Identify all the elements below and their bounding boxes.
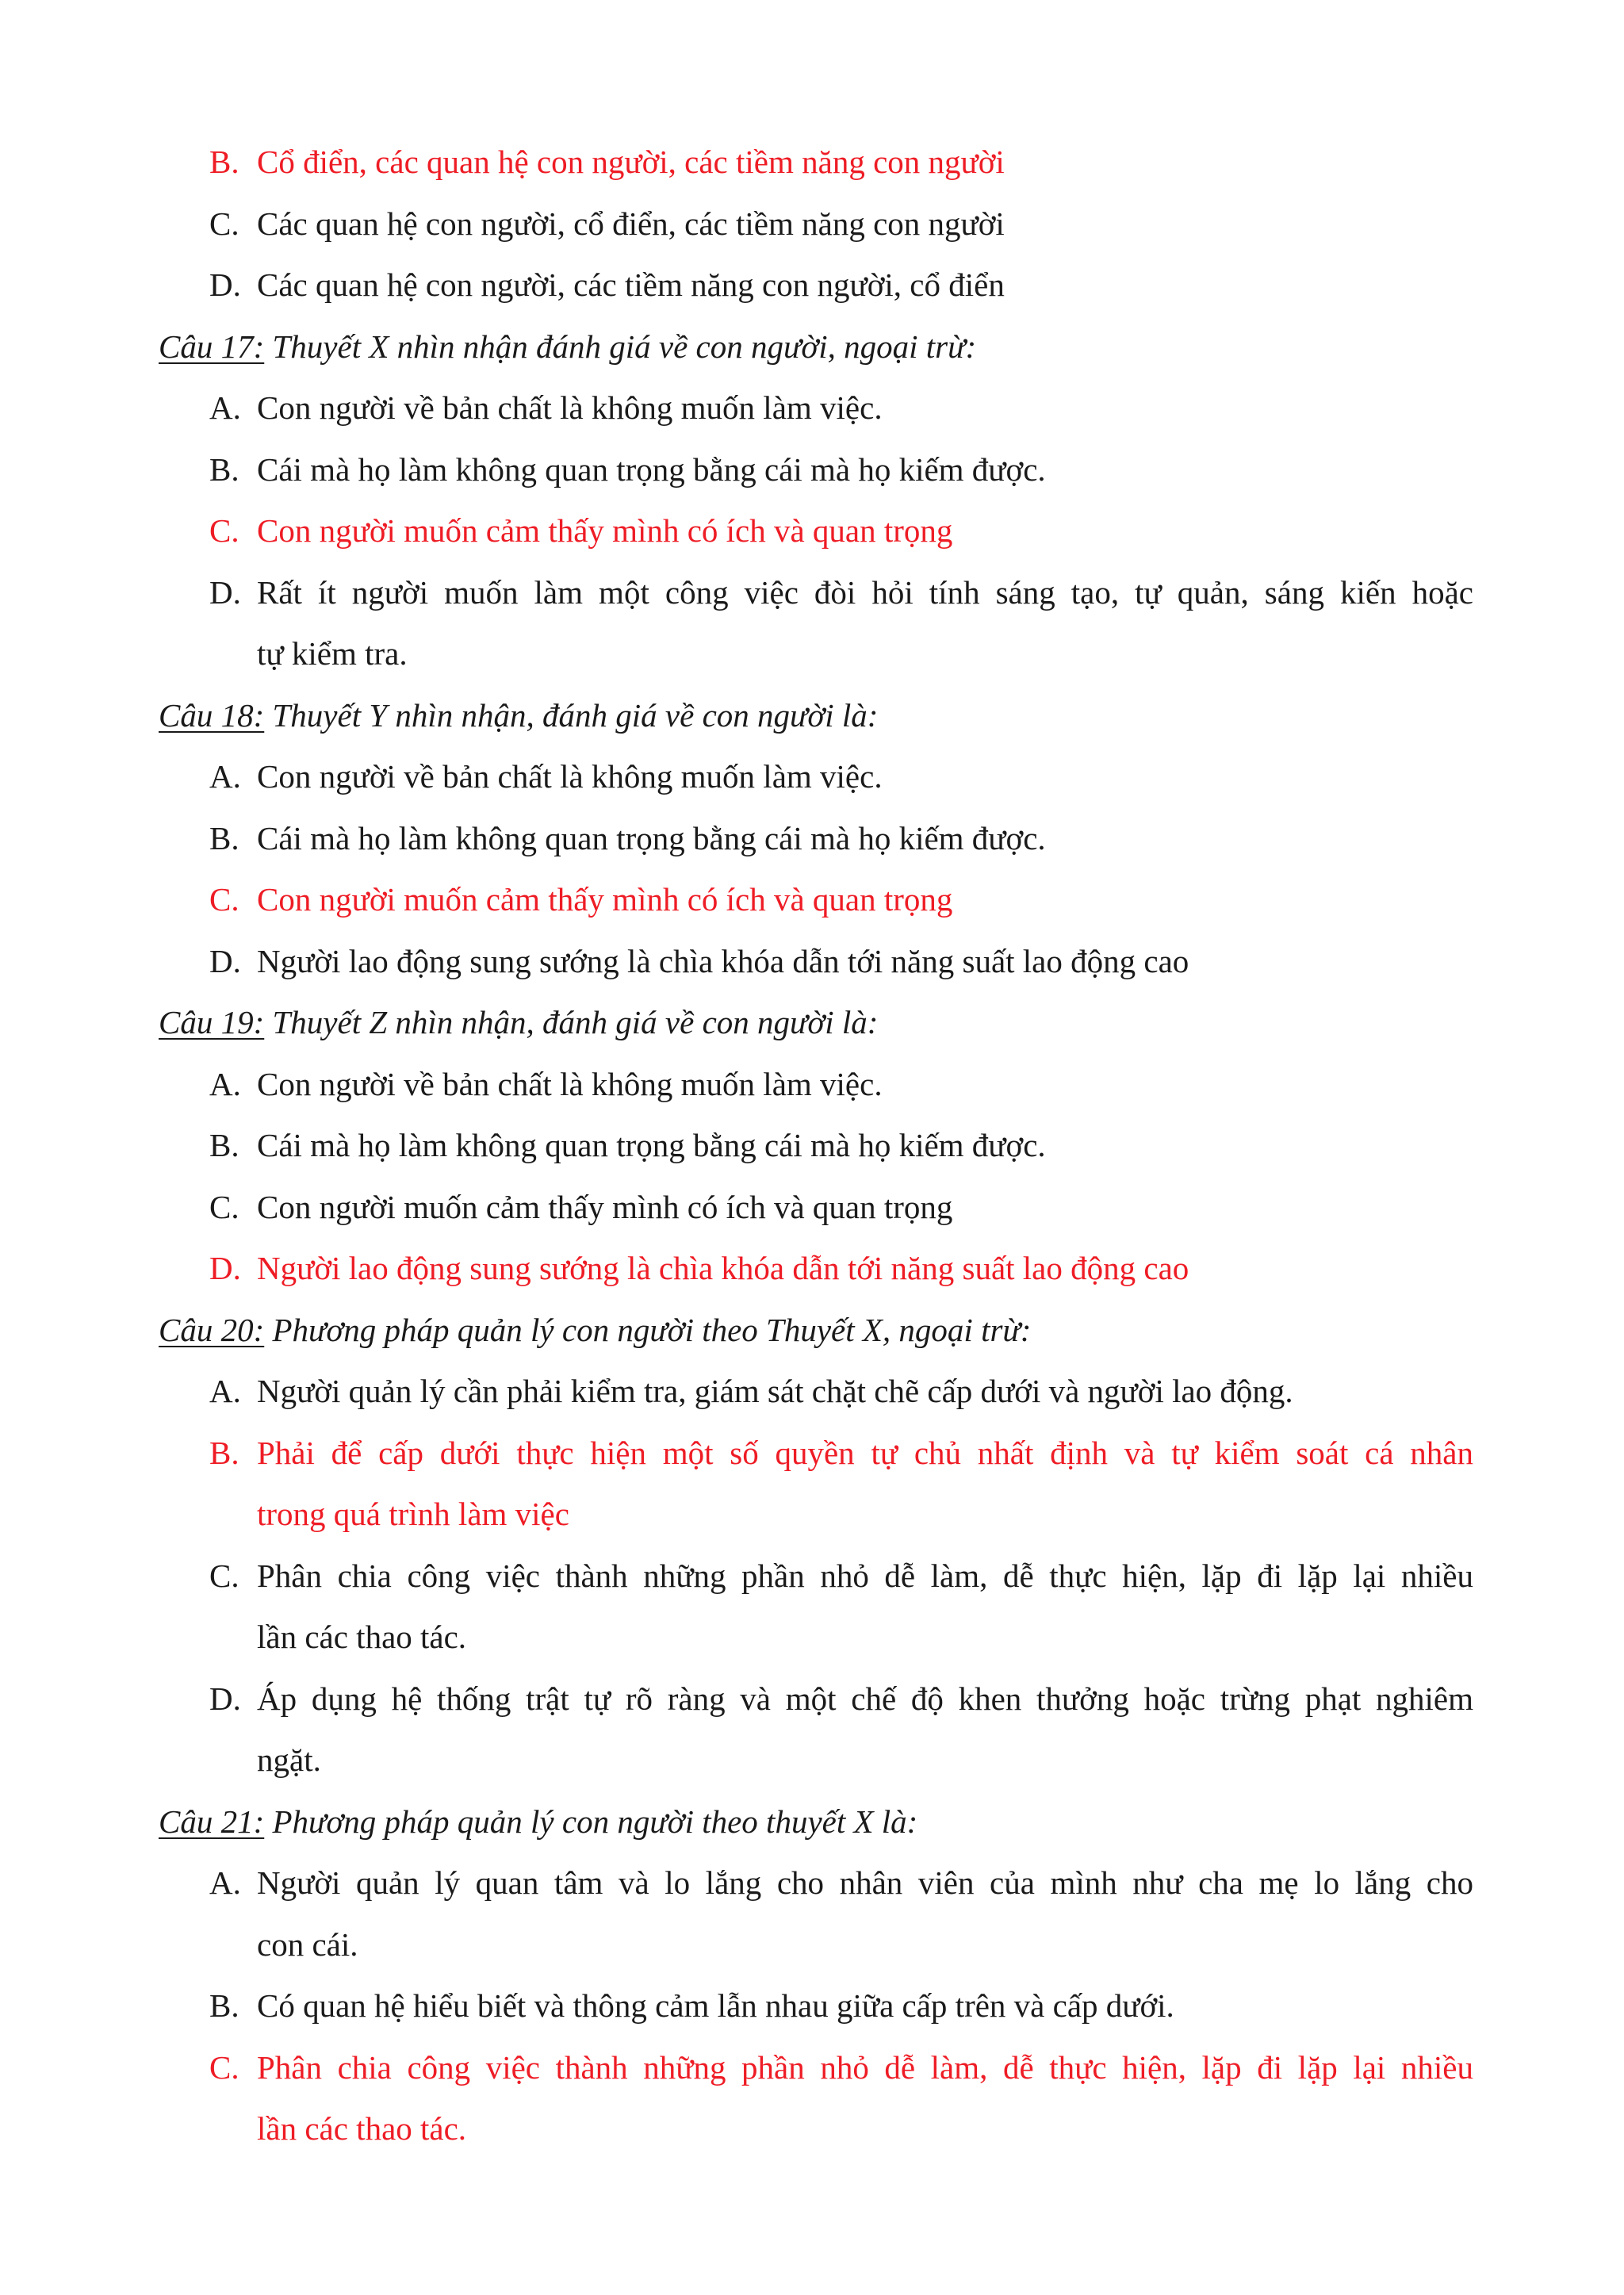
option-letter: B. <box>209 450 239 488</box>
option-text: Người quản lý quan tâm và lo lắng cho nhân viên của mình như cha mẹ lo lắng cho <box>257 1864 1473 1901</box>
answer-option-correct <box>159 1423 1473 1485</box>
option-letter: A. <box>209 389 241 426</box>
option-text: Phân chia công việc thành những phần nhỏ dễ làm, dễ thực hiện, lặp đi lặp lại nhiều <box>257 2048 1473 2086</box>
answer-option <box>159 1852 1473 1914</box>
option-letter: D. <box>209 942 241 979</box>
option-text: Con người muốn cảm thấy mình có ích và quan trọng <box>257 512 953 549</box>
option-text: Cái mà họ làm không quan trọng bằng cái mà họ kiếm được. <box>257 819 1046 856</box>
option-letter: A. <box>209 1373 241 1409</box>
option-text: Cổ điển, các quan hệ con người, các tiềm năng con người <box>257 144 1005 180</box>
question-number: Câu 18: <box>159 696 265 734</box>
question-text: Thuyết X nhìn nhận đánh giá về con người, ngoại trừ: <box>264 328 977 365</box>
option-text: Phân chia công việc thành những phần nhỏ dễ làm, dễ thực hiện, lặp đi lặp lại nhiều <box>257 1557 1473 1594</box>
option-text: Phải để cấp dưới thực hiện một số quyền tự chủ nhất định và tự kiểm soát cá nhân <box>257 1434 1473 1471</box>
answer-option <box>159 808 1473 870</box>
option-text: Các quan hệ con người, các tiềm năng con người, cổ điển <box>257 266 1005 303</box>
option-continuation: trong quá trình làm việc <box>257 1496 569 1532</box>
option-text: Áp dụng hệ thống trật tự rõ ràng và một chế độ khen thưởng hoặc trừng phạt nghiêm <box>257 1680 1473 1717</box>
question-heading <box>159 316 1473 378</box>
option-letter: B. <box>209 144 239 180</box>
option-letter: C. <box>209 205 239 242</box>
option-text: Các quan hệ con người, cổ điển, các tiềm năng con người <box>257 205 1005 242</box>
answer-option <box>159 255 1473 316</box>
document-page <box>159 132 1473 2160</box>
question-text: Phương pháp quản lý con người theo thuyết X là: <box>264 1803 918 1840</box>
option-continuation: con cái. <box>257 1925 358 1963</box>
question-text: Thuyết Z nhìn nhận, đánh giá về con người là: <box>264 1004 879 1040</box>
option-letter: A. <box>209 758 241 795</box>
option-text: Cái mà họ làm không quan trọng bằng cái mà họ kiếm được. <box>257 1127 1046 1163</box>
option-text: Con người về bản chất là không muốn làm việc. <box>257 758 883 795</box>
option-text: Có quan hệ hiểu biết và thông cảm lẫn nhau giữa cấp trên và cấp dưới. <box>257 1987 1174 2024</box>
option-text: Người lao động sung sướng là chìa khóa dẫn tới năng suất lao động cao <box>257 942 1189 979</box>
question-number: Câu 17: <box>159 328 265 365</box>
answer-option <box>159 377 1473 439</box>
question-heading <box>159 992 1473 1054</box>
option-letter: C. <box>209 2048 239 2086</box>
option-continuation: lần các thao tác. <box>257 2110 467 2147</box>
question-number: Câu 21: <box>159 1803 265 1840</box>
option-letter: A. <box>209 1065 241 1102</box>
answer-option <box>159 1669 1473 1730</box>
option-text: Con người về bản chất là không muốn làm việc. <box>257 1065 883 1102</box>
answer-option <box>159 1546 1473 1607</box>
option-text: Người lao động sung sướng là chìa khóa dẫn tới năng suất lao động cao <box>257 1250 1189 1286</box>
question-heading <box>159 685 1473 747</box>
question-heading <box>159 1300 1473 1362</box>
answer-option <box>159 193 1473 255</box>
option-letter: C. <box>209 512 239 549</box>
option-text: Con người về bản chất là không muốn làm việc. <box>257 389 883 426</box>
option-letter: C. <box>209 881 239 918</box>
answer-option-correct <box>159 869 1473 931</box>
answer-option <box>159 1361 1473 1423</box>
answer-option <box>159 1115 1473 1177</box>
option-letter: B. <box>209 819 239 856</box>
answer-option <box>159 746 1473 808</box>
question-number: Câu 20: <box>159 1311 265 1348</box>
option-letter: B. <box>209 1127 239 1163</box>
option-text: Rất ít người muốn làm một công việc đòi hỏi tính sáng tạo, tự quản, sáng kiến hoặc <box>257 573 1473 611</box>
answer-option <box>159 439 1473 501</box>
answer-option <box>159 1177 1473 1239</box>
option-continuation: lần các thao tác. <box>257 1619 467 1655</box>
option-continuation: tự kiểm tra. <box>257 635 408 672</box>
option-letter: C. <box>209 1557 239 1594</box>
answer-option-correct <box>159 500 1473 562</box>
answer-option-correct <box>159 132 1473 193</box>
answer-option <box>159 1975 1473 2037</box>
answer-option-correct <box>159 2037 1473 2099</box>
option-letter: A. <box>209 1864 241 1901</box>
option-letter: C. <box>209 1188 239 1225</box>
option-letter: D. <box>209 1680 241 1717</box>
option-text: Con người muốn cảm thấy mình có ích và quan trọng <box>257 881 953 918</box>
option-letter: B. <box>209 1434 239 1471</box>
answer-option <box>159 1054 1473 1116</box>
answer-option <box>159 562 1473 624</box>
question-text: Phương pháp quản lý con người theo Thuyết X, ngoại trừ: <box>264 1311 1032 1348</box>
option-continuation: ngặt. <box>257 1741 321 1778</box>
option-text: Người quản lý cần phải kiểm tra, giám sát chặt chẽ cấp dưới và người lao động. <box>257 1373 1293 1409</box>
answer-option <box>159 931 1473 993</box>
option-letter: B. <box>209 1987 239 2024</box>
option-text: Cái mà họ làm không quan trọng bằng cái mà họ kiếm được. <box>257 450 1046 488</box>
question-heading <box>159 1791 1473 1853</box>
option-letter: D. <box>209 266 241 303</box>
option-text: Con người muốn cảm thấy mình có ích và quan trọng <box>257 1188 953 1225</box>
answer-option-correct <box>159 1238 1473 1300</box>
question-number: Câu 19: <box>159 1004 265 1040</box>
option-letter: D. <box>209 573 241 611</box>
option-letter: D. <box>209 1250 241 1286</box>
question-text: Thuyết Y nhìn nhận, đánh giá về con người là: <box>264 696 879 734</box>
